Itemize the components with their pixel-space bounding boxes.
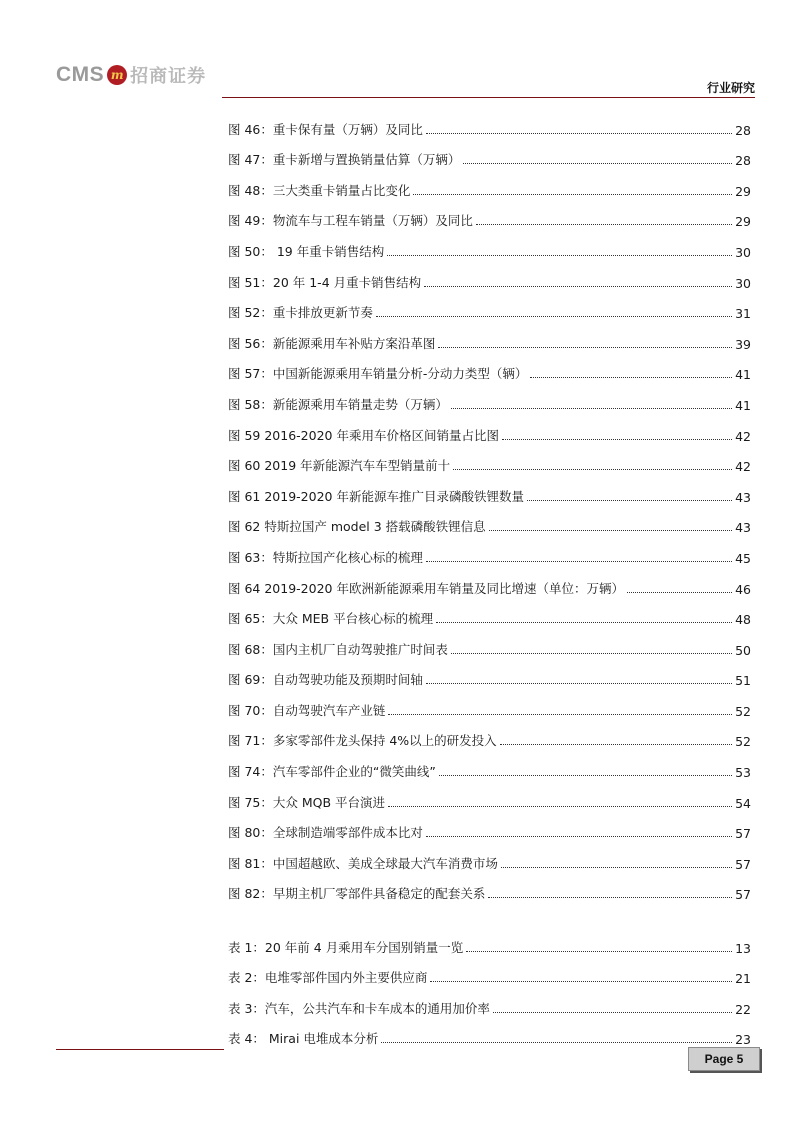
dot-leader xyxy=(627,592,732,593)
toc-entry-page: 30 xyxy=(735,244,751,260)
dot-leader xyxy=(466,951,732,952)
toc-entry[interactable] xyxy=(228,566,751,597)
dot-leader xyxy=(488,897,732,898)
toc-entry-page: 50 xyxy=(735,642,751,658)
toc-entry-page: 54 xyxy=(735,795,751,811)
toc-entry-page: 42 xyxy=(735,428,751,444)
toc-entry-page: 29 xyxy=(735,214,751,230)
toc-entry-page: 43 xyxy=(735,489,751,505)
toc-entry-title: 图 49：物流车与工程车销量（万辆）及同比 xyxy=(228,213,473,229)
toc-entry-page: 46 xyxy=(735,581,751,597)
toc-entry-page: 29 xyxy=(735,183,751,199)
toc-entry-page: 28 xyxy=(735,122,751,138)
toc-entry-page: 48 xyxy=(735,612,751,628)
toc-entry-title: 图 52：重卡排放更新节奏 xyxy=(228,305,373,321)
toc-entry-title: 图 75：大众 MQB 平台演进 xyxy=(228,794,386,810)
dot-leader xyxy=(530,377,732,378)
toc-entry[interactable] xyxy=(228,535,751,566)
dot-leader xyxy=(438,347,732,348)
toc-entry-page: 31 xyxy=(735,306,751,322)
toc-entry-title: 图 74：汽车零部件企业的“微笑曲线” xyxy=(228,764,436,780)
toc-entry-page: 43 xyxy=(735,520,751,536)
toc-entry[interactable] xyxy=(228,291,751,322)
dot-leader xyxy=(502,439,732,440)
toc-entry[interactable] xyxy=(228,780,751,811)
toc-entry-title: 图 50： 19 年重卡销售结构 xyxy=(228,243,385,259)
toc-entry-title: 图 63：特斯拉国产化核心标的梳理 xyxy=(228,549,423,565)
toc-entry-page: 41 xyxy=(735,367,751,383)
toc-entry[interactable] xyxy=(228,107,751,138)
toc-entry-title: 图 51：20 年 1-4 月重卡销售结构 xyxy=(228,274,422,290)
toc-entry[interactable] xyxy=(228,229,751,260)
toc-entry-page: 23 xyxy=(735,1032,751,1048)
dot-leader xyxy=(436,622,732,623)
toc-entry-title: 图 80：全球制造端零部件成本比对 xyxy=(228,825,423,841)
dot-leader xyxy=(413,194,732,195)
dot-leader xyxy=(453,469,732,470)
toc-entry[interactable] xyxy=(228,688,751,719)
toc-entry-page: 28 xyxy=(735,153,751,169)
toc-entry-title: 图 58：新能源乘用车销量走势（万辆） xyxy=(228,396,448,412)
toc-entry[interactable] xyxy=(228,352,751,383)
toc-entry-title: 图 65：大众 MEB 平台核心标的梳理 xyxy=(228,611,434,627)
toc-entry-page: 45 xyxy=(735,550,751,566)
dot-leader xyxy=(500,744,732,745)
toc-entry[interactable] xyxy=(228,658,751,689)
toc-entry[interactable] xyxy=(228,413,751,444)
toc-entry-title: 图 82：早期主机厂零部件具备稳定的配套关系 xyxy=(228,886,486,902)
toc-entry[interactable] xyxy=(228,260,751,291)
dot-leader xyxy=(426,836,732,837)
toc-entry[interactable] xyxy=(228,986,751,1017)
toc-entry-page: 41 xyxy=(735,397,751,413)
page-number: Page 5 xyxy=(688,1047,760,1071)
dot-leader xyxy=(388,806,732,807)
dot-leader xyxy=(426,561,732,562)
toc-entry-title: 表 1：20 年前 4 月乘用车分国别销量一览 xyxy=(228,939,464,955)
toc-entry-page: 39 xyxy=(735,336,751,352)
dot-leader xyxy=(439,775,732,776)
dot-leader xyxy=(424,286,732,287)
toc-entry-page: 51 xyxy=(735,673,751,689)
toc-entry-title: 图 64 2019-2020 年欧洲新能源乘用车销量及同比增速（单位：万辆） xyxy=(228,580,624,596)
dot-leader xyxy=(501,867,732,868)
toc-entry[interactable] xyxy=(228,474,751,505)
toc-entry-title: 图 57：中国新能源乘用车销量分析-分动力类型（辆） xyxy=(228,366,528,382)
toc-entry-page: 57 xyxy=(735,856,751,872)
toc-entry[interactable] xyxy=(228,444,751,475)
toc-entry[interactable] xyxy=(228,199,751,230)
logo-text: CMS xyxy=(56,63,105,86)
toc-entry-title: 图 70：自动驾驶汽车产业链 xyxy=(228,702,386,718)
toc-entry[interactable] xyxy=(228,841,751,872)
toc-entry-title: 图 47：重卡新增与置换销量估算（万辆） xyxy=(228,152,461,168)
toc-entry-title: 图 81：中国超越欧、美成全球最大汽车消费市场 xyxy=(228,855,498,871)
dot-leader xyxy=(430,981,732,982)
logo-badge-icon: m xyxy=(107,65,127,85)
toc-entry-title: 图 59 2016-2020 年乘用车价格区间销量占比图 xyxy=(228,427,499,443)
figure-toc-list xyxy=(228,107,751,902)
toc-entry-title: 图 60 2019 年新能源汽车车型销量前十 xyxy=(228,458,451,474)
toc-entry[interactable] xyxy=(228,1017,751,1048)
toc-entry-page: 53 xyxy=(735,765,751,781)
logo-chinese-name: 招商证券 xyxy=(130,66,207,87)
dot-leader xyxy=(463,163,732,164)
dot-leader xyxy=(376,316,732,317)
toc-entry[interactable] xyxy=(228,811,751,842)
toc-entry-title: 表 4： Mirai 电堆成本分析 xyxy=(228,1031,379,1047)
toc-entry[interactable] xyxy=(228,597,751,628)
company-logo xyxy=(56,62,206,88)
toc-entry-title: 表 2：电堆零部件国内外主要供应商 xyxy=(228,970,428,986)
toc-entry-page: 52 xyxy=(735,703,751,719)
toc-entry-title: 图 68：国内主机厂自动驾驶推广时间表 xyxy=(228,641,448,657)
dot-leader xyxy=(426,683,732,684)
toc-entry[interactable] xyxy=(228,138,751,169)
toc-entry[interactable] xyxy=(228,925,751,956)
toc-entry-title: 图 46：重卡保有量（万辆）及同比 xyxy=(228,121,423,137)
toc-entry-page: 57 xyxy=(735,887,751,903)
toc-entry-title: 图 62 特斯拉国产 model 3 搭载磷酸铁锂信息 xyxy=(228,519,486,535)
toc-entry-page: 52 xyxy=(735,734,751,750)
toc-entry[interactable] xyxy=(228,168,751,199)
toc-entry[interactable] xyxy=(228,956,751,987)
toc-entry-page: 30 xyxy=(735,275,751,291)
toc-entry-page: 42 xyxy=(735,459,751,475)
footer-divider xyxy=(56,1049,224,1050)
dot-leader xyxy=(493,1012,732,1013)
dot-leader xyxy=(527,500,732,501)
toc-entry-page: 57 xyxy=(735,826,751,842)
toc-entry[interactable] xyxy=(228,505,751,536)
toc-entry-title: 图 61 2019-2020 年新能源车推广目录磷酸铁锂数量 xyxy=(228,488,524,504)
dot-leader xyxy=(451,653,732,654)
toc-entry-title: 图 56：新能源乘用车补贴方案沿革图 xyxy=(228,335,436,351)
toc-entry[interactable] xyxy=(228,719,751,750)
toc-entry[interactable] xyxy=(228,627,751,658)
toc-entry-title: 图 71：多家零部件龙头保持 4%以上的研发投入 xyxy=(228,733,497,749)
header-divider xyxy=(222,97,755,98)
dot-leader xyxy=(387,255,732,256)
toc-entry-title: 表 3：汽车，公共汽车和卡车成本的通用加价率 xyxy=(228,1000,490,1016)
dot-leader xyxy=(451,408,732,409)
dot-leader xyxy=(489,530,732,531)
toc-entry[interactable] xyxy=(228,382,751,413)
toc-entry[interactable] xyxy=(228,749,751,780)
toc-entry-page: 21 xyxy=(735,971,751,987)
toc-entry[interactable] xyxy=(228,321,751,352)
table-toc-list xyxy=(228,925,751,1047)
dot-leader xyxy=(381,1042,732,1043)
toc-entry-page: 13 xyxy=(735,940,751,956)
dot-leader xyxy=(476,224,732,225)
toc-entry-title: 图 69：自动驾驶功能及预期时间轴 xyxy=(228,672,423,688)
toc-entry-page: 22 xyxy=(735,1001,751,1017)
toc-entry[interactable] xyxy=(228,872,751,903)
dot-leader xyxy=(388,714,732,715)
dot-leader xyxy=(426,133,732,134)
section-label: 行业研究 xyxy=(706,81,755,95)
toc-entry-title: 图 48：三大类重卡销量占比变化 xyxy=(228,182,411,198)
